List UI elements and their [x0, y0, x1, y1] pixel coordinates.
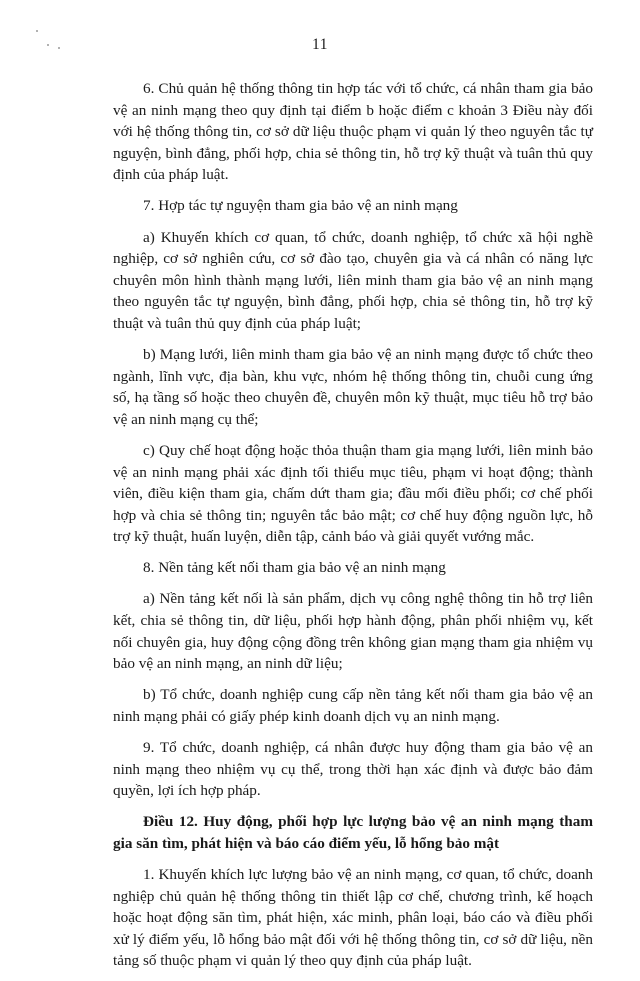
paragraph-item-7: 7. Hợp tác tự nguyện tham gia bảo vệ an ninh mạng — [143, 197, 458, 215]
document-body — [113, 78, 593, 981]
paragraph-item-9: 9. Tổ chức, doanh nghiệp, cá nhân được huy động tham gia bảo vệ an ninh mạng theo nhiệm vụ cụ thể, trong thời hạn xác định và được bảo đảm quyền, lợi ích hợp pháp. — [113, 739, 593, 800]
paragraph-item-6: 6. Chủ quản hệ thống thông tin hợp tác với tổ chức, cá nhân tham gia bảo vệ an ninh mạng theo quy định tại điểm b hoặc điểm c khoản 3 Điều này đối với hệ thống thông tin, cơ sở dữ liệu thuộc phạm vi quản lý theo nguyên tắc tự nguyện, bình đẳng, phối hợp, chia sẻ thông tin, hỗ trợ kỹ thuật và tuân thủ quy định của pháp luật. — [113, 80, 593, 184]
scan-speck — [36, 30, 38, 32]
paragraph-8a: a) Nền tảng kết nối là sản phẩm, dịch vụ công nghệ thông tin hỗ trợ liên kết, chia sẻ thông tin, dữ liệu, phối hợp hành động, phân phối nhiệm vụ, kết nối chuyên gia, huy động cộng đồng trên không gian mạng tham gia nhiệm vụ bảo vệ an ninh mạng, an ninh dữ liệu; — [113, 590, 593, 673]
paragraph-article-12-item-1: 1. Khuyến khích lực lượng bảo vệ an ninh mạng, cơ quan, tổ chức, doanh nghiệp chủ quản hệ thống thông tin thiết lập cơ chế, chương trình, kế hoạch hoặc hoạt động săn tìm, phát hiện, xác minh, phân loại, báo cáo và điều phối xử lý điểm yếu, lỗ hổng bảo mật đối với hệ thống thông tin, cơ sở dữ liệu, nền tảng số thuộc phạm vi quản lý theo quy định của pháp luật. — [113, 866, 593, 970]
paragraph-7a: a) Khuyến khích cơ quan, tổ chức, doanh nghiệp, tổ chức xã hội nghề nghiệp, cơ sở nghiên cứu, cơ sở đào tạo, chuyên gia và cá nhân có năng lực chuyên môn hình thành mạng lưới, liên minh tham gia bảo vệ an ninh mạng theo nguyên tắc tự nguyện, bình đẳng, phối hợp, chia sẻ thông tin, hỗ trợ kỹ thuật và tuân thủ quy định của pháp luật; — [113, 228, 593, 332]
paragraph-item-8: 8. Nền tảng kết nối tham gia bảo vệ an ninh mạng — [143, 559, 446, 577]
page-number: 11 — [312, 36, 328, 53]
paragraph-7b: b) Mạng lưới, liên minh tham gia bảo vệ an ninh mạng được tổ chức theo ngành, lĩnh vực, địa bàn, khu vực, nhóm hệ thống thông tin, chuỗi cung ứng số, hạ tầng số hoặc theo chuyên đề, chuyên môn kỹ thuật, mục tiêu hỗ trợ bảo vệ an ninh mạng cụ thể; — [113, 346, 593, 428]
paragraph-7c: c) Quy chế hoạt động hoặc thỏa thuận tham gia mạng lưới, liên minh bảo vệ an ninh mạng phải xác định tối thiểu mục tiêu, phạm vi hoạt động; thành viên, điều kiện tham gia, chấm dứt tham gia; đầu mối điều phối; cơ chế phối hợp và chia sẻ thông tin; nguyên tắc bảo mật; cơ chế huy động nguồn lực, hỗ trợ kỹ thuật, huấn luyện, diễn tập, cảnh báo và giải quyết vướng mắc. — [113, 441, 593, 546]
article-12-heading: Điều 12. Huy động, phối hợp lực lượng bảo vệ an ninh mạng tham gia săn tìm, phát hiện và báo cáo điểm yếu, lỗ hổng bảo mật — [113, 813, 593, 852]
paragraph-8b: b) Tổ chức, doanh nghiệp cung cấp nền tảng kết nối tham gia bảo vệ an ninh mạng phải có giấy phép kinh doanh dịch vụ an ninh mạng. — [113, 686, 593, 725]
